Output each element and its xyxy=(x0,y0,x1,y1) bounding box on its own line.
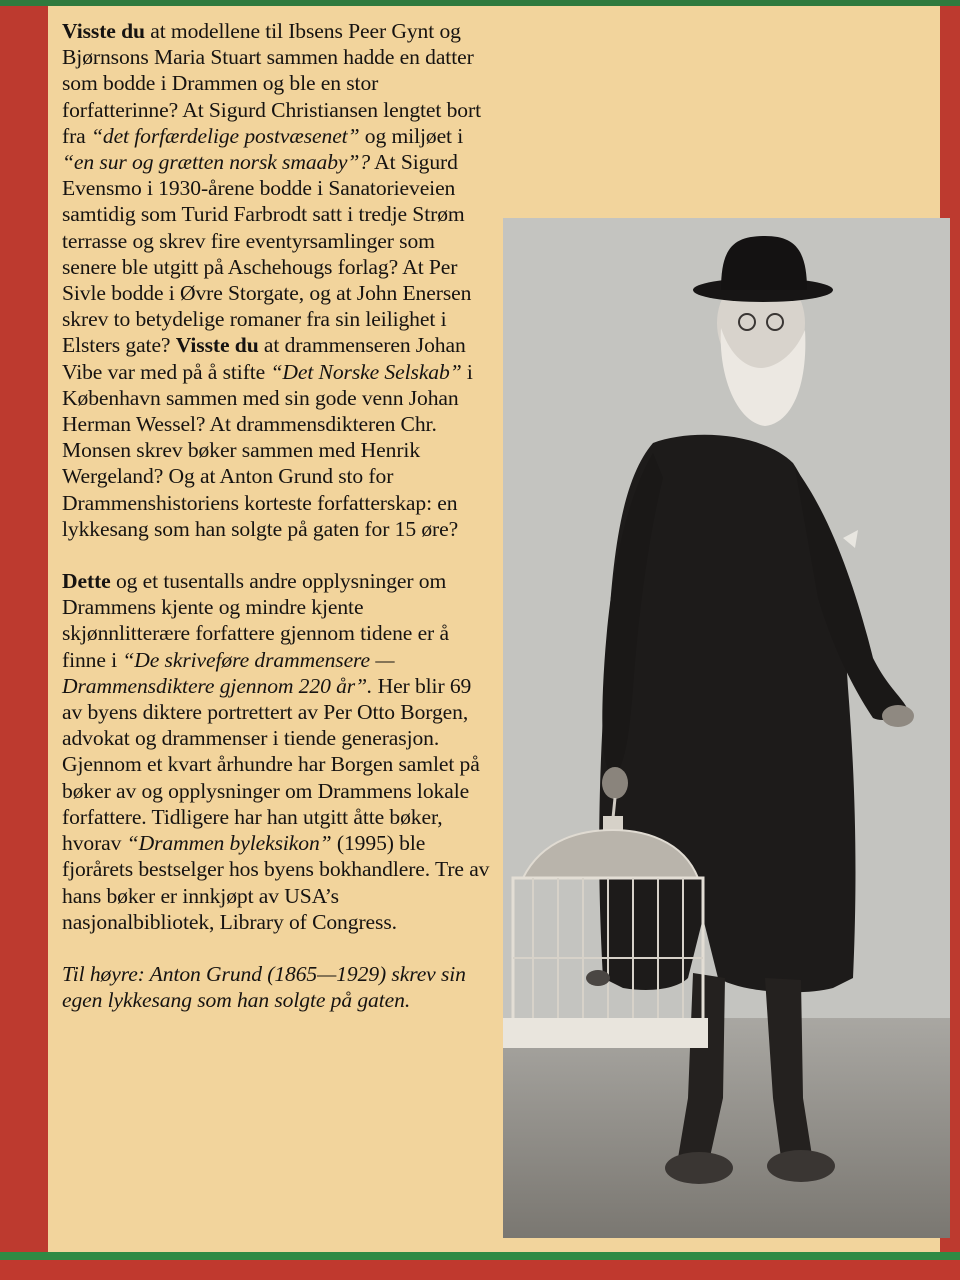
man-left-shoe xyxy=(665,1152,733,1184)
man-right-hand xyxy=(882,705,914,727)
lead-bold-visste-du: Visste du xyxy=(62,19,145,43)
photo-caption: Til høyre: Anton Grund (1865—1929) skrev sin egen lykkesang som han solgte på gaten. xyxy=(62,961,466,1013)
lead-bold-dette: Dette xyxy=(62,569,111,594)
text-run: og et tusentalls andre opplysninger om Drammens kjente og mindre kjente skjønnlitterære forfattere gjennom tidene er å finne i xyxy=(62,569,449,672)
blurb-paragraph-2 xyxy=(62,568,492,935)
quote-postvesenet: “det forfærdelige postvæsenet” xyxy=(90,123,360,148)
bottom-red-edge xyxy=(0,1260,960,1280)
blurb-paragraph-1 xyxy=(62,18,492,542)
text-run: Her blir 69 av byens diktere portrettert av Per Otto Borgen, advokat og drammenser i tiende generasjon. Gjennom et kvart århundre har Borgen samlet på bøker av og opplysninger om Drammens lokale forfattere. Tidligere har han utgitt åtte bøker, hvorav xyxy=(62,673,480,856)
portrait-illustration xyxy=(503,218,950,1238)
quote-det-norske-selskab: “Det Norske Selskab” xyxy=(270,359,462,384)
text-run: at drammenseren Johan Vibe var med på å stifte xyxy=(62,333,466,384)
text-run: og miljøet i xyxy=(359,123,464,148)
floor-shadow xyxy=(503,1018,950,1238)
man-right-shoe xyxy=(767,1150,835,1182)
portrait-photo-anton-grund xyxy=(503,218,950,1238)
bottom-green-stripe xyxy=(0,1252,960,1260)
text-run: at modellene til Ibsens Peer Gynt og Bjørnsons Maria Stuart sammen hadde en datter som bodde i Drammen og ble en stor forfatterinne? At Sigurd Christiansen lengtet bort fra xyxy=(62,19,481,148)
text-run: i København sammen med sin gode venn Johan Herman Wessel? At drammensdikteren Chr. Monsen skrev bøker sammen med Henrik Wergeland? Og at Anton Grund sto for Drammenshistoriens korteste forfatterskap: en lykkesang som han solgte på gaten for 15 øre? xyxy=(62,359,473,541)
quote-smaaby: “en sur og grætten norsk smaaby”? xyxy=(62,150,371,175)
bold-visste-du-2: Visste du xyxy=(175,333,259,358)
man-left-hand xyxy=(602,767,628,799)
book-title-quote: “De skriveføre drammensere —Drammensdiktere gjennom 220 år”. xyxy=(62,647,395,698)
blurb-text xyxy=(62,18,492,1013)
text-run: At Sigurd Evensmo i 1930-årene bodde i Sanatorieveien samtidig som Turid Farbrodt satt i tredje Strøm terrasse og skrev fire eventyrsamlinger som senere ble utgitt på Aschehougs forlag? At Per Sivle bodde i Øvre Storgate, og at John Enersen skrev to betydelige romaner fra sin leilighet i Elsters gate? xyxy=(62,150,472,358)
byleksikon-title: “Drammen byleksikon” xyxy=(126,831,332,856)
text-run: (1995) ble fjorårets bestselger hos byens bokhandlere. Tre av hans bøker er innkjøpt av USA’s nasjonalbibliotek, Library of Congress. xyxy=(62,831,490,934)
